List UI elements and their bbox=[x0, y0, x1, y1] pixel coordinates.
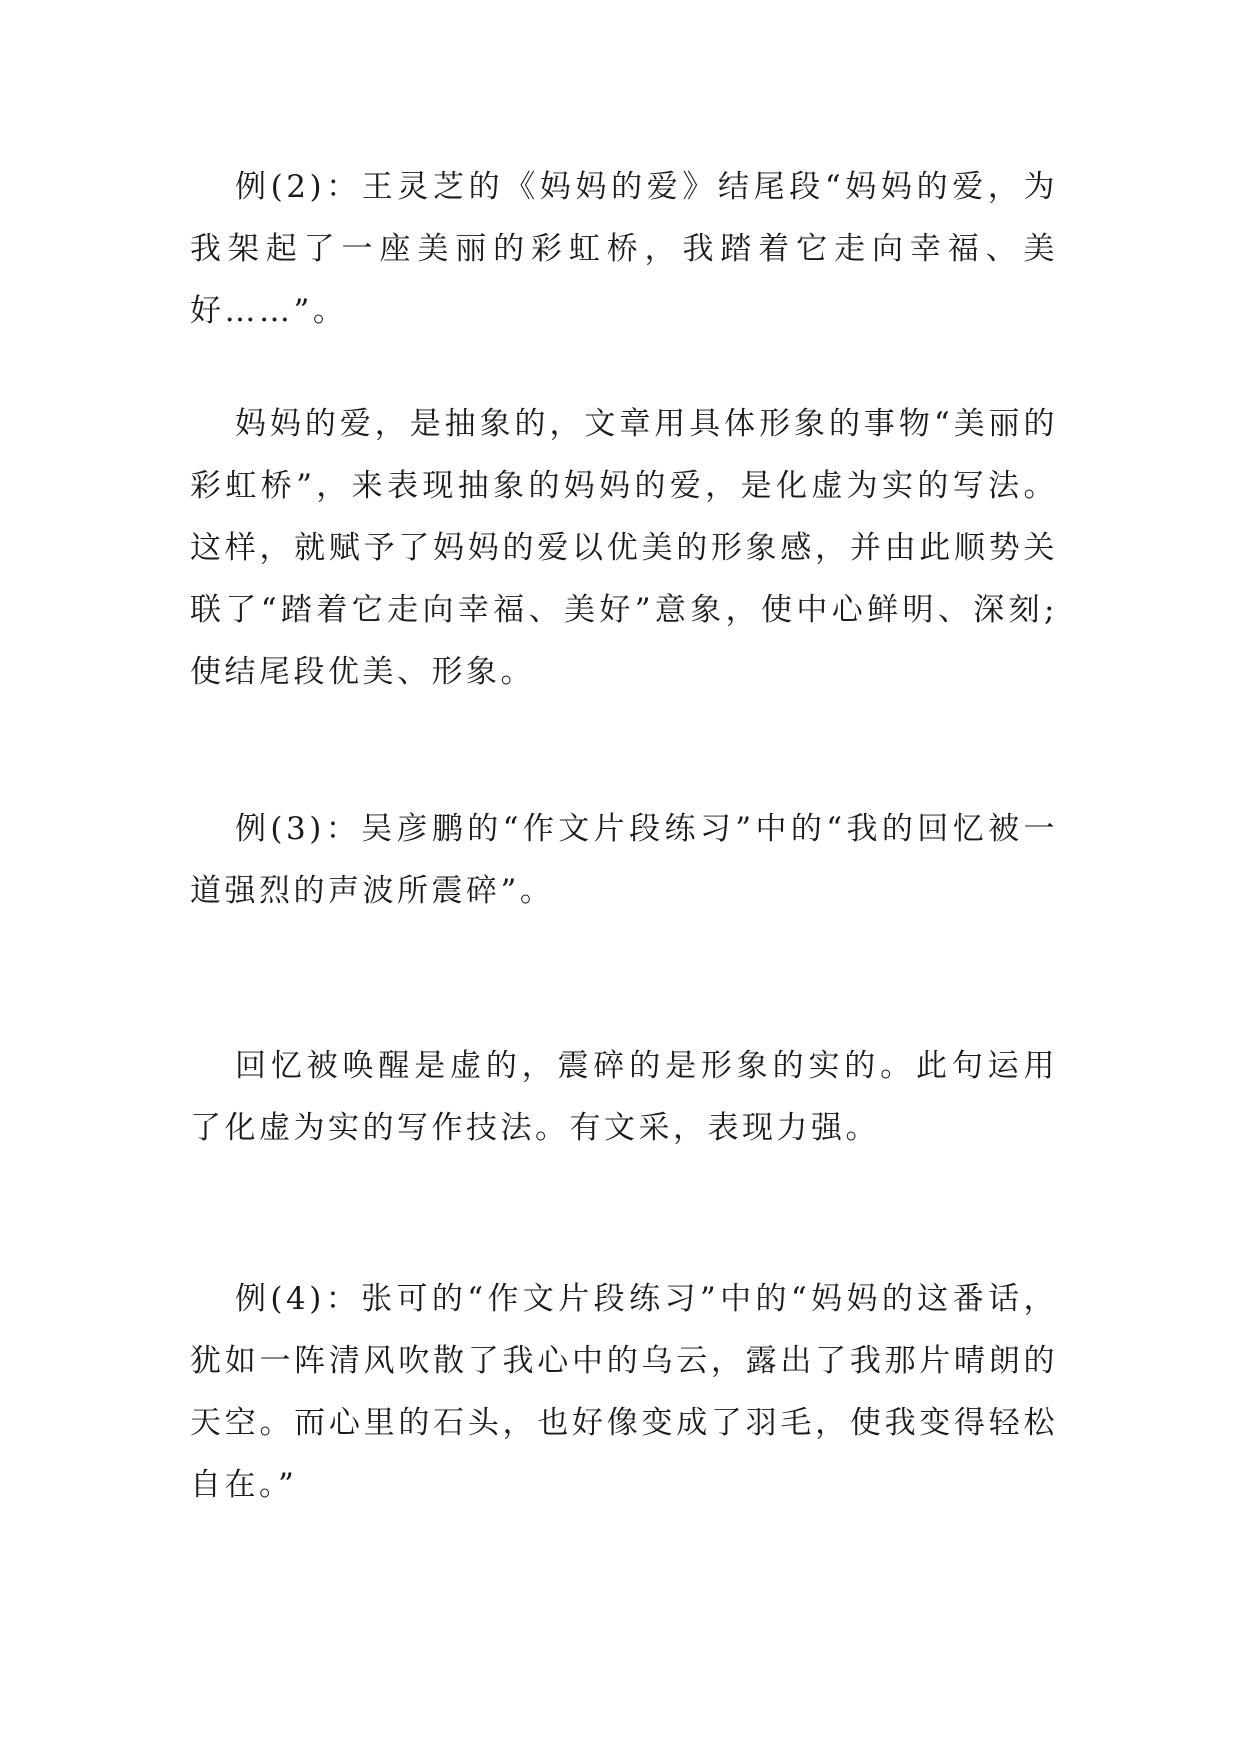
paragraph-analysis-3: 回忆被唤醒是虚的，震碎的是形象的实的。此句运用了化虚为实的写作技法。有文采，表现力强。 bbox=[190, 1048, 1058, 1146]
paragraph-example-2: 例(2)：王灵芝的《妈妈的爱》结尾段“妈妈的爱，为我架起了一座美丽的彩虹桥，我踏着它走向幸福、美好……”。 bbox=[190, 169, 1058, 329]
paragraph-example-3: 例(3)：吴彦鹏的“作文片段练习”中的“我的回忆被一道强烈的声波所震碎”。 bbox=[190, 811, 1058, 909]
paragraph-example-4: 例(4)：张可的“作文片段练习”中的“妈妈的这番话，犹如一阵清风吹散了我心中的乌云，露出了我那片晴朗的天空。而心里的石头，也好像变成了羽毛，使我变得轻松自在。” bbox=[190, 1281, 1058, 1503]
paragraph-analysis-2: 妈妈的爱，是抽象的，文章用具体形象的事物“美丽的彩虹桥”，来表现抽象的妈妈的爱，是化虚为实的写法。这样，就赋予了妈妈的爱以优美的形象感，并由此顺势关联了“踏着它走向幸福、美好”意象，使中心鲜明、深刻;使结尾段优美、形象。 bbox=[190, 406, 1058, 690]
